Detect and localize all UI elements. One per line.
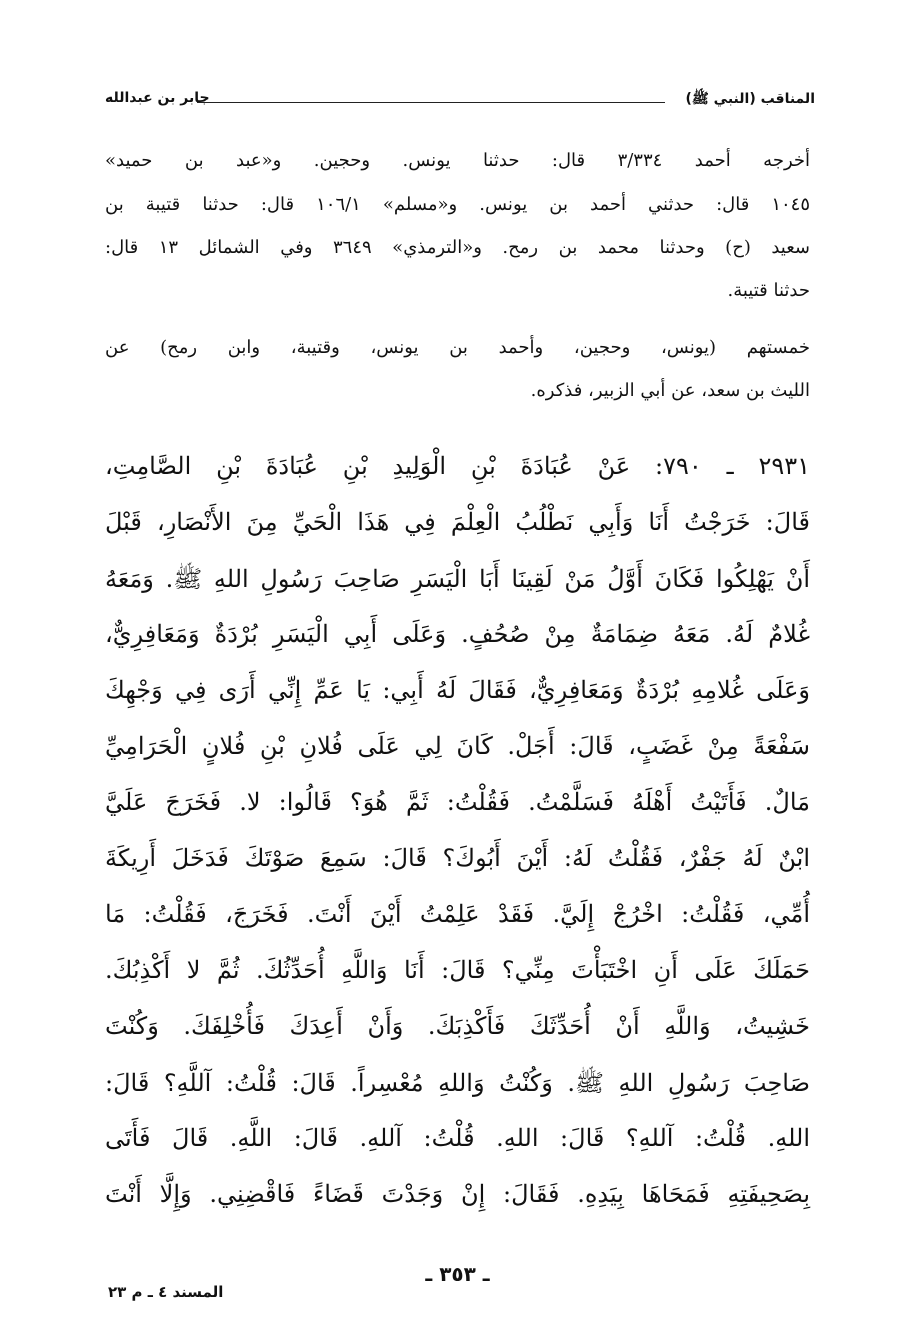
running-header — [105, 90, 815, 114]
footnote-line: الليث بن سعد، عن أبي الزبير، فذكره. — [530, 380, 810, 401]
hadith-line: سَفْعَةً مِنْ غَضَبٍ، قَالَ: أَجَلْ. كَانَ لِي عَلَى فُلانِ بْنِ فُلانٍ الْحَرَامِيِّ — [105, 732, 810, 760]
page-number: ـ ٣٥٣ ـ — [425, 1262, 490, 1286]
hadith-line: قَالَ: خَرَجْتُ أَنَا وَأَبِي نَطْلُبُ الْعِلْمَ فِي هَذَا الْحَيِّ مِنَ الأَنْصَارِ، قَبْلَ — [105, 508, 810, 536]
section-title: جابر بن عبدالله — [105, 90, 210, 106]
footnote-line: سعيد (ح) وحدثنا محمد بن رمح. و«الترمذي» ٣٦٤٩ وفي الشمائل ١٣ قال: — [105, 237, 810, 258]
hadith-line: مَالٌ. فَأَتَيْتُ أَهْلَهُ فَسَلَّمْتُ. فَقُلْتُ: ثَمَّ هُوَ؟ قَالُوا: لا. فَخَرَجَ عَلَيَّ — [105, 788, 810, 816]
footnote-line: خمستهم (يونس، وحجين، وأحمد بن يونس، وقتيبة، وابن رمح) عن — [105, 337, 810, 358]
header-rule — [197, 102, 665, 103]
footnote-line: أخرجه أحمد ٣/٣٣٤ قال: حدثنا يونس. وحجين. و«عبد بن حميد» — [105, 150, 811, 171]
hadith-line: ابْنٌ لَهُ جَفْرٌ، فَقُلْتُ لَهُ: أَيْنَ أَبُوكَ؟ قَالَ: سَمِعَ صَوْتَكَ فَدَخَلَ أَرِيكَةَ — [105, 844, 810, 872]
hadith-line: أُمِّي، فَقُلْتُ: اخْرُجْ إِلَيَّ. فَقَدْ عَلِمْتُ أَيْنَ أَنْتَ. فَخَرَجَ، فَقُلْتُ: مَا — [105, 900, 810, 928]
hadith-line: أَنْ يَهْلِكُوا فَكَانَ أَوَّلُ مَنْ لَقِينَا أَبَا الْيَسَرِ صَاحِبَ رَسُولِ اللهِ ﷺ. وَمَعَهُ — [105, 565, 810, 593]
hadith-line: غُلامٌ لَهُ. مَعَهُ ضِمَامَةٌ مِنْ صُحُفٍ. وَعَلَى أَبِي الْيَسَرِ بُرْدَةٌ وَمَعَافِرِيٌّ، — [105, 620, 810, 648]
hadith-line: بِصَحِيفَتِهِ فَمَحَاهَا بِيَدِهِ. فَقَالَ: إِنْ وَجَدْتَ قَضَاءً فَاقْضِنِي. وَإِلَّا أَنْتَ — [105, 1180, 810, 1208]
hadith-line: خَشِيتُ، وَاللَّهِ أَنْ أُحَدِّثَكَ فَأَكْذِبَكَ. وَأَنْ أَعِدَكَ فَأُخْلِفَكَ. وَكُنْتَ — [105, 1012, 810, 1040]
hadith-line: حَمَلَكَ عَلَى أَنِ اخْتَبَأْتَ مِنِّي؟ قَالَ: أَنَا وَاللَّهِ أُحَدِّثُكَ. ثُمَّ لا أَكْذِبُكَ. — [105, 956, 810, 984]
footnote-line: حدثنا قتيبة. — [727, 280, 810, 301]
hadith-line: صَاحِبَ رَسُولِ اللهِ ﷺ. وَكُنْتُ وَاللهِ مُعْسِراً. قَالَ: قُلْتُ: آللَّهِ؟ قَالَ: — [105, 1069, 810, 1097]
chapter-title: المناقب (النبي ﷺ) — [685, 91, 815, 107]
footnote-line: ١٠٤٥ قال: حدثني أحمد بن يونس. و«مسلم» ١٠٦/١ قال: حدثنا قتيبة بن — [105, 194, 810, 215]
hadith-line: اللهِ. قُلْتُ: آللهِ؟ قَالَ: اللهِ. قُلْتُ: آللهِ. قَالَ: اللَّهِ. قَالَ فَأَتَى — [105, 1124, 810, 1152]
signature-mark: المسند ٤ ـ م ٢٣ — [108, 1283, 224, 1301]
hadith-line: وَعَلَى غُلامِهِ بُرْدَةٌ وَمَعَافِرِيٌّ، فَقَالَ لَهُ أَبِي: يَا عَمِّ إِنِّي أَرَى فِي وَجْهِكَ — [105, 676, 810, 704]
hadith-line: ٢٩٣١ ـ ٧٩٠: عَنْ عُبَادَةَ بْنِ الْوَلِيدِ بْنِ عُبَادَةَ بْنِ الصَّامِتِ، — [105, 452, 810, 480]
